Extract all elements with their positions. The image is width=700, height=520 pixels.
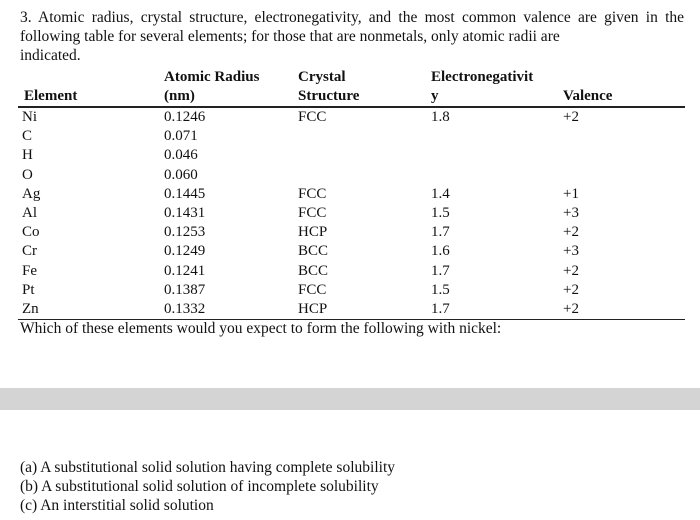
header-electronegativity: Electronegativit y [431,68,563,107]
table-row [18,223,685,242]
cell-crystal-structure: FCC [298,109,327,125]
table-row [18,185,685,204]
cell-electronegativity: 1.7 [431,224,450,241]
question-text: Which of these elements would you expect to form the following with nickel: [20,320,502,337]
table-row [18,127,685,146]
cell-atomic-radius: 0.1445 [164,185,206,202]
cell-element: Cr [22,243,37,260]
table-row [18,204,685,223]
header-crystal-structure: Crystal Structure [298,68,431,107]
option-b: (b) A substitutional solid solution of incomplete solubility [20,478,379,495]
cell-atomic-radius: 0.1249 [164,243,206,260]
problem-intro [20,8,684,65]
cell-element: Co [22,224,40,241]
cell-electronegativity: 1.5 [431,281,450,298]
cell-element: Ag [22,185,41,202]
header-element: Element [18,68,164,107]
cell-atomic-radius: 0.1241 [164,262,206,279]
cell-element: Fe [22,262,37,279]
cell-electronegativity [431,166,563,185]
answer-options [20,458,395,515]
cell-crystal-structure [298,146,431,165]
cell-valence: +2 [563,281,579,298]
cell-element: Al [22,205,37,222]
cell-element: O [22,166,33,183]
cell-crystal-structure [298,166,431,185]
cell-valence [563,146,685,165]
cell-element: Zn [18,300,164,320]
option-c: (c) An interstitial solid solution [20,497,214,514]
header-valence: Valence [563,68,685,107]
intro-line-2: the following table for several elements; for those that are nonmetals, only atomic radii are [20,9,684,45]
cell-electronegativity: 1.6 [431,243,450,260]
cell-atomic-radius: 0.1246 [164,109,206,125]
cell-atomic-radius: 0.046 [164,147,198,164]
cell-crystal-structure: FCC [298,185,327,202]
cell-electronegativity: 1.5 [431,205,450,222]
cell-valence: +2 [563,262,579,279]
table-row [18,300,685,320]
table-row [18,166,685,185]
intro-line-3: indicated. [20,47,81,64]
table-row [18,242,685,261]
cell-electronegativity [431,127,563,146]
cell-crystal-structure: FCC [298,205,327,222]
cell-atomic-radius: 0.071 [164,128,198,145]
table-header-row [18,68,685,107]
table-row [18,262,685,281]
table-row [18,281,685,300]
cell-element: Pt [22,281,35,298]
cell-electronegativity: 1.7 [431,300,563,320]
cell-valence: +3 [563,243,579,260]
element-properties-table [18,68,685,320]
cell-valence [563,166,685,185]
table-row [18,146,685,165]
header-atomic-radius: Atomic Radius (nm) [164,68,298,107]
cell-crystal-structure: BCC [298,262,329,279]
cell-crystal-structure: FCC [298,281,327,298]
cell-element: Ni [22,109,37,125]
table-row [18,107,685,127]
cell-electronegativity [431,146,563,165]
cell-atomic-radius: 0.060 [164,166,198,183]
cell-element: C [22,128,33,145]
cell-electronegativity: 1.8 [431,109,450,125]
cell-valence: +1 [563,185,579,202]
cell-valence: +2 [563,300,685,320]
cell-valence [563,127,685,146]
cell-atomic-radius: 0.1332 [164,300,298,320]
intro-line-1: 3. Atomic radius, crystal structure, electronegativity, and the most common valence are given in [20,9,658,26]
cell-valence: +2 [563,224,579,241]
option-a: (a) A substitutional solid solution having complete solubility [20,459,395,476]
cell-electronegativity: 1.4 [431,185,450,202]
cell-element: H [22,147,33,164]
cell-atomic-radius: 0.1431 [164,205,206,222]
cell-atomic-radius: 0.1253 [164,224,206,241]
cell-crystal-structure: HCP [298,224,328,241]
cell-crystal-structure: HCP [298,300,431,320]
cell-valence: +2 [563,109,579,125]
cell-atomic-radius: 0.1387 [164,281,206,298]
cell-crystal-structure: BCC [298,243,329,260]
cell-electronegativity: 1.7 [431,262,450,279]
cell-valence: +3 [563,205,579,222]
separator-band [0,388,700,410]
cell-crystal-structure [298,127,431,146]
